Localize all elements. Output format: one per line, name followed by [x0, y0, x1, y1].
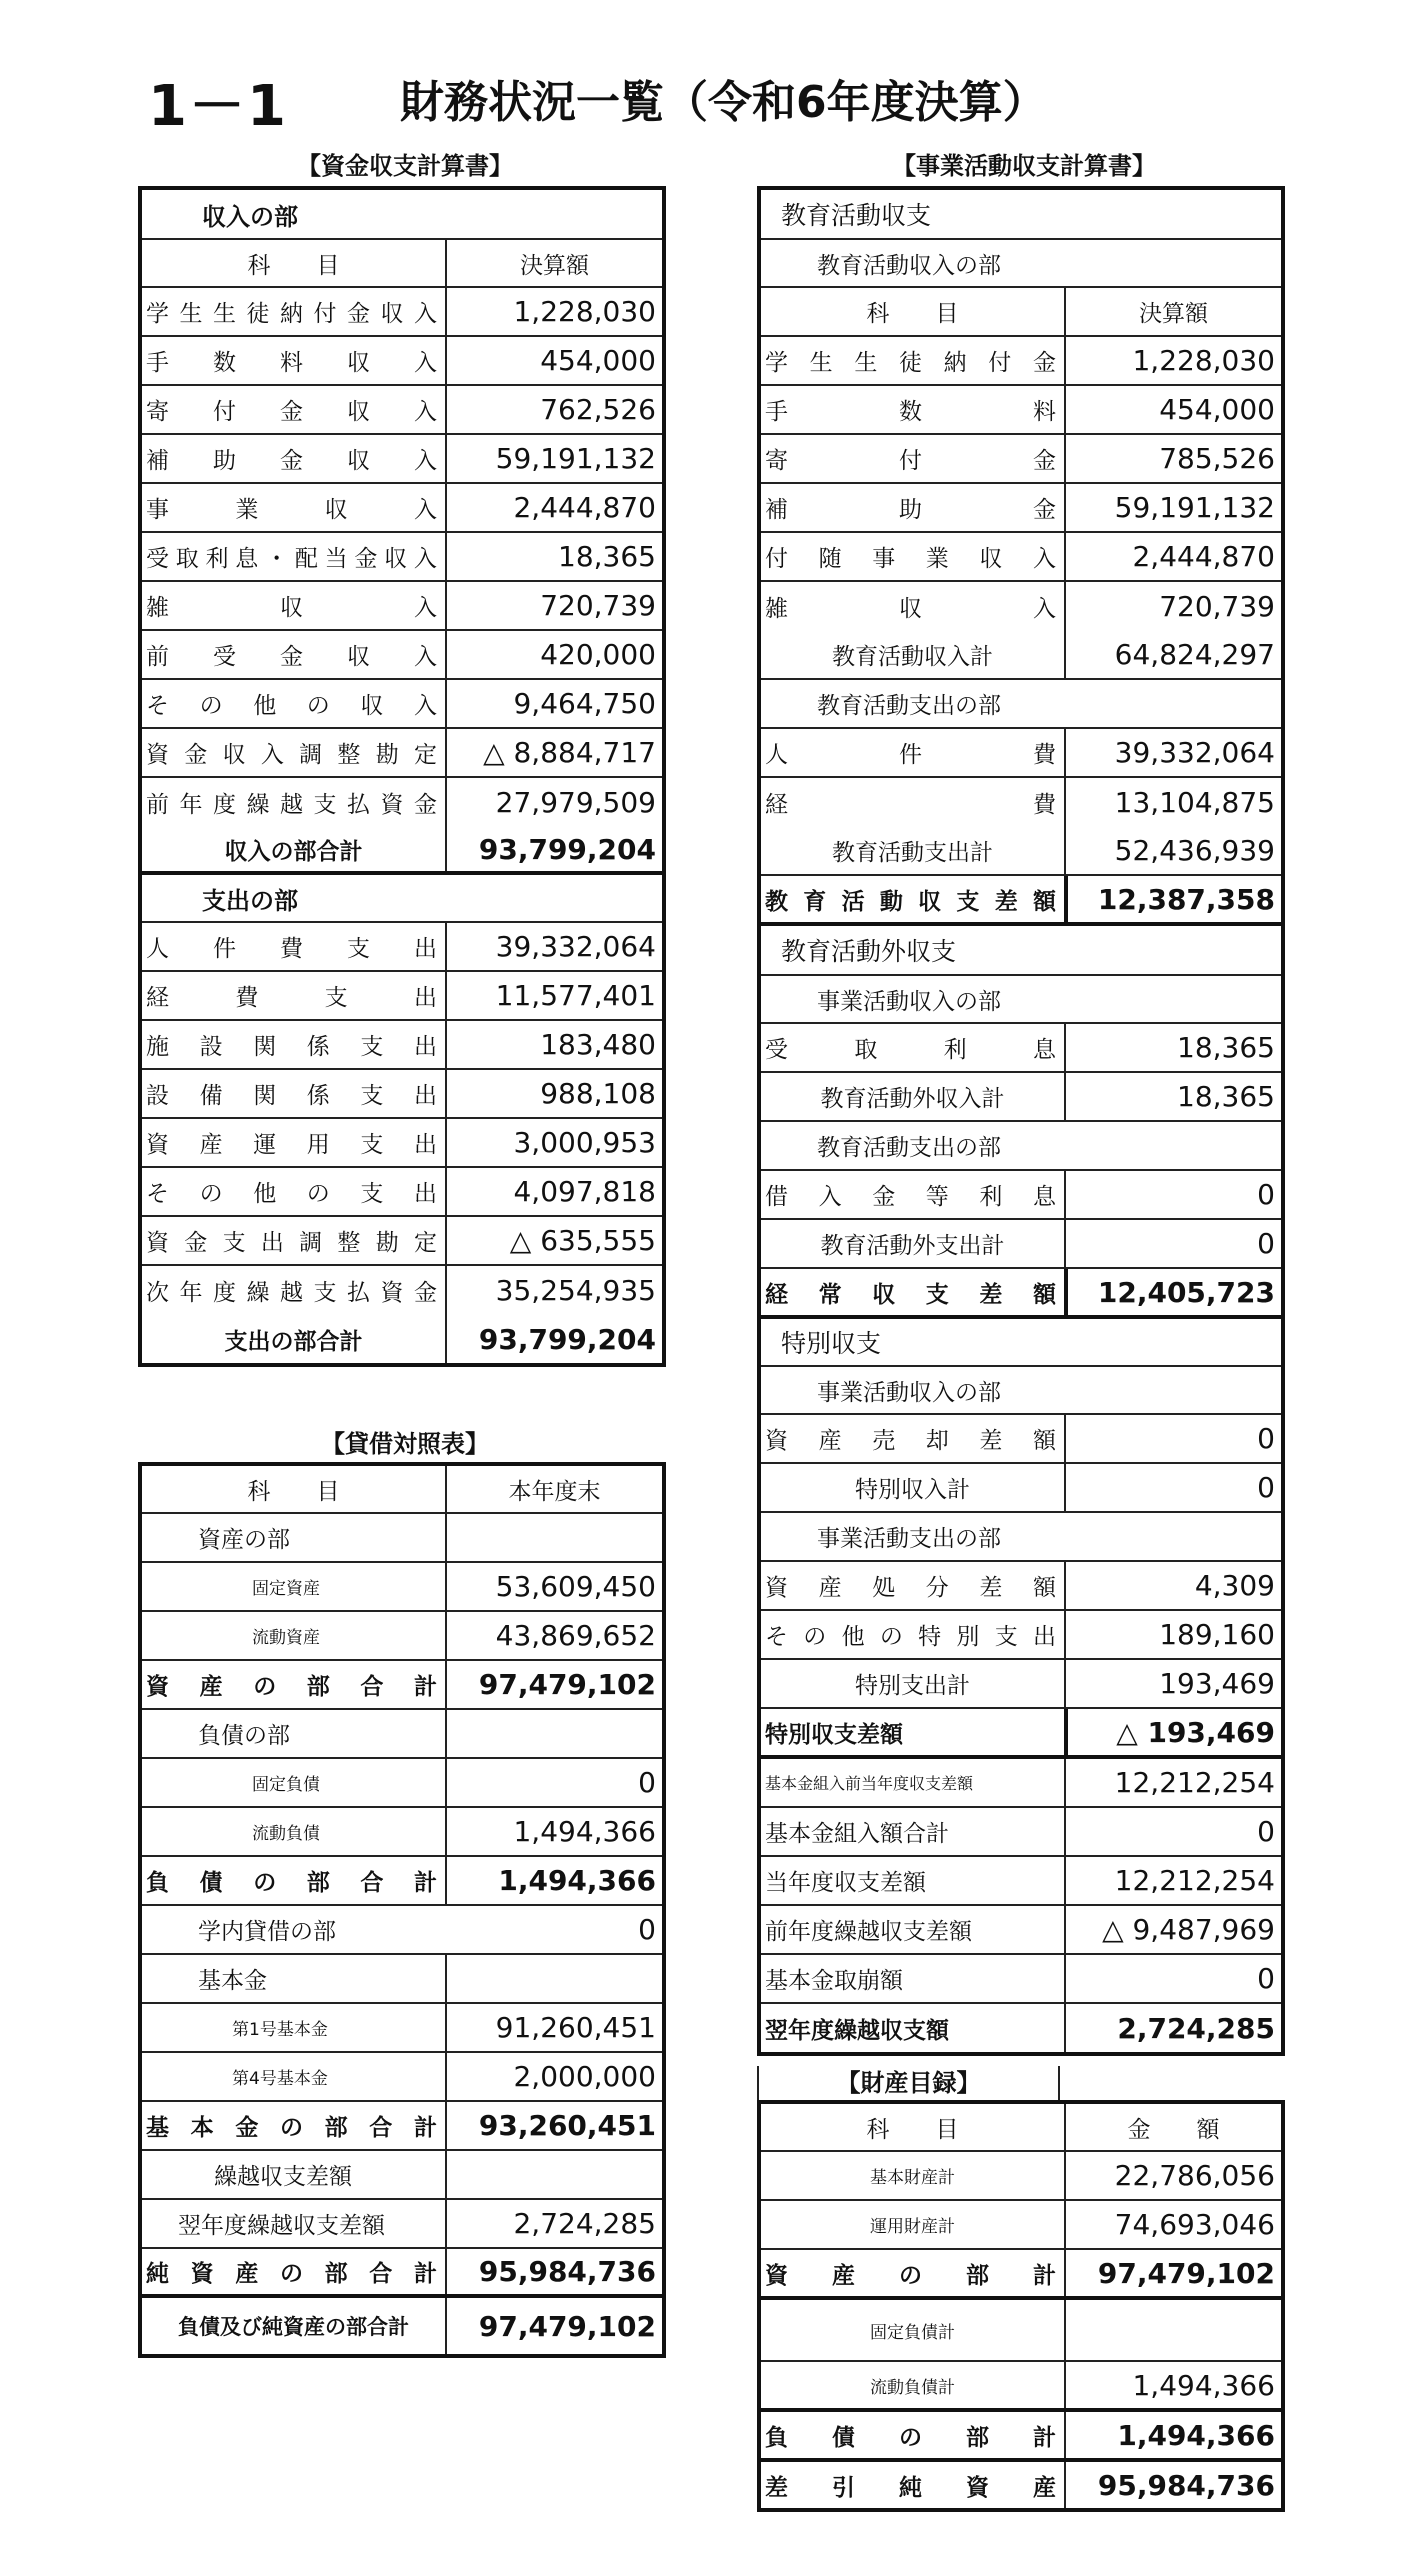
pre-kihon-label: 基本金組入前当年度収支差額 — [765, 1774, 974, 1793]
net-label: 差 引 純 資 産 — [765, 2474, 1056, 2501]
grand-total-label: 負債及び純資産の部合計 — [178, 2315, 409, 2339]
page-title: 財務状況一覧（令和6年度決算） — [400, 77, 1047, 128]
carry-label: 翌年度繰越収支差額 — [178, 2213, 385, 2239]
fixed-liab-label: 固定負債 — [252, 1775, 320, 1795]
current-liab-row — [761, 2362, 1281, 2412]
table-row — [142, 1021, 662, 1070]
table-header-row — [761, 288, 1281, 337]
balance-sheet-table — [138, 1462, 666, 2358]
table-row — [142, 680, 662, 729]
operating-value: 74,693,046 — [1064, 2201, 1281, 2248]
special-income-head-row — [761, 1367, 1281, 1415]
row-value: 2,444,870 — [445, 484, 662, 531]
edu-head-row — [761, 190, 1281, 240]
row-label: 経 費 — [765, 792, 1056, 818]
table-row — [142, 729, 662, 778]
balance-sheet-title: 【貸借対照表】 — [321, 1430, 489, 1458]
row-value: 18,365 — [445, 533, 662, 580]
interest-value: 18,365 — [1064, 1024, 1281, 1071]
liab-head-row — [142, 1710, 662, 1759]
income-head-row — [142, 190, 662, 240]
table-row — [761, 778, 1281, 827]
basic-label: 基本財産計 — [870, 2168, 955, 2188]
special-diff-row — [761, 1709, 1281, 1759]
table-row — [142, 972, 662, 1021]
asset-disposal-label: 資 産 処 分 差 額 — [765, 1575, 1056, 1601]
edu-head: 教育活動収支 — [781, 201, 932, 230]
kihon-break-value: 0 — [1064, 1955, 1281, 2002]
row-value: 27,979,509 — [445, 778, 662, 827]
activity-statement-title: 【事業活動収支計算書】 — [892, 152, 1156, 180]
table-row — [761, 729, 1281, 778]
row-value: 13,104,875 — [1064, 778, 1281, 827]
asset-head-value — [445, 1514, 662, 1561]
col-subject: 科 目 — [247, 252, 340, 279]
row-label: 補 助 金 収 入 — [146, 448, 437, 474]
grand-total-value: 97,479,102 — [445, 2298, 662, 2354]
table-row — [142, 778, 662, 827]
next-carry-row — [761, 2004, 1281, 2052]
row-value: 1,228,030 — [445, 288, 662, 335]
fixed-assets-row — [142, 1563, 662, 1612]
row-value: 720,739 — [1064, 582, 1281, 631]
asset-sale-label: 資 産 売 却 差 額 — [765, 1428, 1056, 1454]
basic-value: 22,786,056 — [1064, 2152, 1281, 2199]
col-amount: 金 額 — [1064, 2104, 1281, 2150]
liab-row — [761, 2412, 1281, 2462]
operating-row — [761, 2201, 1281, 2250]
kihon-total-label: 基本金組入額合計 — [765, 1821, 949, 1847]
row-label: 寄 付 金 — [765, 448, 1056, 474]
row-label: 前 受 金 収 入 — [146, 644, 437, 670]
fund-statement-table — [138, 186, 666, 1367]
table-row — [761, 386, 1281, 435]
nonedu-income-total-row — [761, 1073, 1281, 1122]
col-amount: 本年度末 — [445, 1466, 662, 1512]
asset-disposal-row — [761, 1562, 1281, 1611]
row-label: 事 業 収 入 — [146, 497, 437, 523]
page-number: 1－1 — [148, 74, 288, 139]
row-value: 39,332,064 — [445, 923, 662, 970]
edu-expense-head: 教育活動支出の部 — [817, 693, 1001, 719]
row-label: 人 件 費 支 出 — [146, 936, 437, 962]
nonedu-income-total-value: 18,365 — [1064, 1073, 1281, 1120]
row-value: 4,097,818 — [445, 1168, 662, 1215]
nonedu-head: 教育活動外収支 — [781, 937, 957, 966]
ordinary-label: 経 常 収 支 差 額 — [765, 1281, 1056, 1308]
table-row — [761, 484, 1281, 533]
kihon-total-row — [142, 2102, 662, 2151]
row-label: 手 数 料 — [765, 399, 1056, 425]
edu-expense-total-label: 教育活動支出計 — [832, 840, 993, 866]
pre-kihon-row — [761, 1759, 1281, 1808]
asset-value: 97,479,102 — [1064, 2250, 1281, 2296]
special-expense-total-label: 特別支出計 — [855, 1673, 970, 1699]
other-special-label: そ の 他 の 特 別 支 出 — [765, 1624, 1056, 1650]
kihon-break-row — [761, 1955, 1281, 2004]
row-value: 3,000,953 — [445, 1119, 662, 1166]
special-expense-head-row — [761, 1513, 1281, 1562]
row-value: 454,000 — [1064, 386, 1281, 433]
expense-head: 支出の部 — [202, 886, 298, 915]
edu-diff-label: 教 育 活 動 収 支 差 額 — [765, 888, 1056, 915]
ordinary-row — [761, 1269, 1281, 1319]
special-diff-value: △ 193,469 — [1064, 1709, 1281, 1755]
nonedu-expense-total-value: 0 — [1064, 1220, 1281, 1267]
row-value: 454,000 — [445, 337, 662, 384]
special-expense-total-row — [761, 1660, 1281, 1709]
row-label: 資 産 運 用 支 出 — [146, 1132, 437, 1158]
prev-carry-value: △ 9,487,969 — [1064, 1906, 1281, 1953]
current-liab-value: 1,494,366 — [445, 1808, 662, 1855]
liab-total-row — [142, 1857, 662, 1906]
row-value: 39,332,064 — [1064, 729, 1281, 776]
current-assets-label: 流動資産 — [252, 1628, 320, 1648]
row-label: 前 年 度 繰 越 支 払 資 金 — [146, 792, 437, 818]
income-total: 93,799,204 — [445, 827, 662, 871]
row-value: 11,577,401 — [445, 972, 662, 1019]
edu-income-total-row — [761, 631, 1281, 680]
row-value: 420,000 — [445, 631, 662, 678]
liab-value: 1,494,366 — [1064, 2412, 1281, 2458]
table-row — [142, 582, 662, 631]
col-subject: 科 目 — [866, 2116, 959, 2143]
table-row — [142, 1217, 662, 1266]
net-total-value: 95,984,736 — [445, 2249, 662, 2294]
row-value: 785,526 — [1064, 435, 1281, 482]
col-amount: 決算額 — [445, 240, 662, 286]
row-label: 補 助 金 — [765, 497, 1056, 523]
table-row — [142, 533, 662, 582]
loan-interest-label: 借 入 金 等 利 息 — [765, 1184, 1056, 1210]
internal-value: 0 — [638, 1913, 656, 1946]
asset-sale-row — [761, 1415, 1281, 1464]
current-assets-value: 43,869,652 — [445, 1612, 662, 1659]
table-row — [142, 288, 662, 337]
pre-kihon-value: 12,212,254 — [1064, 1759, 1281, 1806]
fixed-liab-value: 0 — [445, 1759, 662, 1806]
fixed-liab-row — [761, 2300, 1281, 2362]
asset-row — [761, 2250, 1281, 2300]
edu-income-head: 教育活動収入の部 — [817, 252, 1001, 279]
asset-total-row — [142, 1661, 662, 1710]
fixed-liab-value — [1064, 2300, 1281, 2360]
kihon1-value: 91,260,451 — [445, 2004, 662, 2051]
internal-label: 学内貸借の部 — [198, 1919, 336, 1945]
row-label: 受 取 利 息 ・ 配 当 金 収 入 — [146, 546, 437, 572]
row-label: 雑 収 入 — [765, 596, 1056, 622]
year-diff-row — [761, 1857, 1281, 1906]
net-row — [761, 2462, 1281, 2508]
current-liab-label: 流動負債計 — [870, 2377, 955, 2398]
table-row — [761, 337, 1281, 386]
year-diff-label: 当年度収支差額 — [765, 1870, 926, 1896]
special-diff-label: 特別収支差額 — [765, 1721, 903, 1748]
special-income-total-label: 特別収入計 — [855, 1477, 970, 1503]
edu-expense-total-row — [761, 827, 1281, 876]
asset-total-label: 資 産 の 部 合 計 — [146, 1674, 437, 1700]
table-row — [142, 1070, 662, 1119]
nonedu-expense-head-row — [761, 1122, 1281, 1171]
asset-total-value: 97,479,102 — [445, 1661, 662, 1708]
expense-total-row — [142, 1315, 662, 1363]
special-head-row — [761, 1319, 1281, 1367]
expense-total: 93,799,204 — [445, 1315, 662, 1363]
current-assets-row — [142, 1612, 662, 1661]
next-carry-label: 翌年度繰越収支額 — [765, 2017, 949, 2044]
row-label: 施 設 関 係 支 出 — [146, 1034, 437, 1060]
nonedu-expense-total-label: 教育活動外支出計 — [820, 1233, 1005, 1259]
liab-head-value — [445, 1710, 662, 1757]
special-income-total-value: 0 — [1064, 1464, 1281, 1511]
kihon-total-label: 基 本 金 の 部 合 計 — [146, 2115, 437, 2141]
edu-income-total-value: 64,824,297 — [1064, 631, 1281, 678]
carry-head-row — [142, 2151, 662, 2200]
row-label: 手 数 料 収 入 — [146, 350, 437, 376]
col-subject: 科 目 — [866, 301, 959, 327]
edu-expense-total-value: 52,436,939 — [1064, 827, 1281, 874]
row-label: 付 随 事 業 収 入 — [765, 546, 1056, 572]
income-total-label: 収入の部合計 — [224, 838, 363, 865]
expense-total-label: 支出の部合計 — [224, 1328, 363, 1355]
carry-head: 繰越収支差額 — [214, 2164, 352, 2190]
current-liab-label: 流動負債 — [252, 1824, 320, 1844]
edu-income-total-label: 教育活動収入計 — [832, 644, 993, 670]
table-row — [142, 484, 662, 533]
kihon4-label: 第4号基本金 — [232, 2069, 328, 2089]
asset-head: 資産の部 — [198, 1527, 290, 1553]
kihon1-label: 第1号基本金 — [232, 2020, 328, 2040]
edu-diff-value: 12,387,358 — [1064, 876, 1281, 922]
kihon4-value: 2,000,000 — [445, 2053, 662, 2100]
table-row — [761, 533, 1281, 582]
row-label: 学 生 生 徒 納 付 金 — [765, 350, 1056, 376]
special-expense-total-value: 193,469 — [1064, 1660, 1281, 1707]
table-row — [142, 631, 662, 680]
operating-label: 運用財産計 — [870, 2217, 955, 2237]
special-income-total-row — [761, 1464, 1281, 1513]
current-liab-row — [142, 1808, 662, 1857]
row-label: 経 費 支 出 — [146, 985, 437, 1011]
row-value: 1,228,030 — [1064, 337, 1281, 384]
edu-income-head-row — [761, 240, 1281, 288]
row-value: △ 8,884,717 — [445, 729, 662, 776]
table-row — [142, 923, 662, 972]
nonedu-head-row — [761, 926, 1281, 976]
row-label: 設 備 関 係 支 出 — [146, 1083, 437, 1109]
special-expense-head: 事業活動支出の部 — [817, 1526, 1001, 1552]
nonedu-expense-head: 教育活動支出の部 — [817, 1135, 1001, 1161]
table-header-row — [761, 2104, 1281, 2152]
table-row — [142, 1168, 662, 1217]
table-row — [142, 1266, 662, 1315]
asset-head-row — [142, 1514, 662, 1563]
edu-diff-row — [761, 876, 1281, 926]
row-label: 寄 付 金 収 入 — [146, 399, 437, 425]
activity-statement-table — [757, 186, 1285, 2056]
liab-label: 負 債 の 部 計 — [765, 2424, 1056, 2451]
kihon4-row — [142, 2053, 662, 2102]
carry-row — [142, 2200, 662, 2249]
net-total-row — [142, 2249, 662, 2298]
fixed-assets-label: 固定資産 — [252, 1579, 320, 1599]
kihon-head-value — [445, 1955, 662, 2002]
row-value: 762,526 — [445, 386, 662, 433]
interest-label: 受 取 利 息 — [765, 1037, 1056, 1063]
row-value: 988,108 — [445, 1070, 662, 1117]
ordinary-value: 12,405,723 — [1064, 1269, 1281, 1315]
row-label: 次 年 度 繰 越 支 払 資 金 — [146, 1280, 437, 1306]
row-label: そ の 他 の 収 入 — [146, 693, 437, 719]
row-value: 720,739 — [445, 582, 662, 629]
row-value: 183,480 — [445, 1021, 662, 1068]
carry-head-value — [445, 2151, 662, 2198]
table-row — [761, 435, 1281, 484]
property-list-title: 【財産目録】 — [757, 2066, 1060, 2100]
interest-row — [761, 1024, 1281, 1073]
basic-row — [761, 2152, 1281, 2201]
loan-interest-value: 0 — [1064, 1171, 1281, 1218]
special-head: 特別収支 — [781, 1329, 882, 1358]
col-amount: 決算額 — [1064, 288, 1281, 335]
table-header-row — [142, 240, 662, 288]
fixed-liab-label: 固定負債計 — [870, 2322, 955, 2343]
internal-row — [142, 1906, 662, 1955]
row-label: 資 金 収 入 調 整 勘 定 — [146, 742, 437, 768]
asset-label: 資 産 の 部 計 — [765, 2262, 1056, 2289]
property-list-table — [757, 2100, 1285, 2512]
row-label: そ の 他 の 支 出 — [146, 1181, 437, 1207]
edu-expense-head-row — [761, 680, 1281, 729]
carry-value: 2,724,285 — [445, 2200, 662, 2247]
kihon-break-label: 基本金取崩額 — [765, 1968, 903, 1994]
table-row — [142, 435, 662, 484]
table-header-row — [142, 1466, 662, 1514]
row-value: 35,254,935 — [445, 1266, 662, 1315]
current-liab-value: 1,494,366 — [1064, 2362, 1281, 2408]
asset-sale-value: 0 — [1064, 1415, 1281, 1462]
year-diff-value: 12,212,254 — [1064, 1857, 1281, 1904]
net-value: 95,984,736 — [1064, 2462, 1281, 2508]
special-income-head: 事業活動収入の部 — [817, 1379, 1001, 1406]
fixed-assets-value: 53,609,450 — [445, 1563, 662, 1610]
row-label: 雑 収 入 — [146, 595, 437, 621]
table-row — [142, 1119, 662, 1168]
kihon-total-value: 93,260,451 — [445, 2102, 662, 2149]
fund-statement-title: 【資金収支計算書】 — [297, 152, 513, 180]
table-row — [761, 582, 1281, 631]
table-row — [142, 386, 662, 435]
prev-carry-row — [761, 1906, 1281, 1955]
grand-total-row — [142, 2298, 662, 2354]
nonedu-income-head-row — [761, 976, 1281, 1024]
col-subject: 科 目 — [247, 1478, 340, 1505]
row-value: 59,191,132 — [445, 435, 662, 482]
kihon-total-row — [761, 1808, 1281, 1857]
loan-interest-row — [761, 1171, 1281, 1220]
next-carry-value: 2,724,285 — [1064, 2004, 1281, 2052]
net-total-label: 純 資 産 の 部 合 計 — [146, 2261, 437, 2287]
income-total-row — [142, 827, 662, 875]
expense-head-row — [142, 875, 662, 923]
other-special-value: 189,160 — [1064, 1611, 1281, 1658]
row-value: 9,464,750 — [445, 680, 662, 727]
liab-total-value: 1,494,366 — [445, 1857, 662, 1904]
kihon-total-value: 0 — [1064, 1808, 1281, 1855]
nonedu-income-total-label: 教育活動外収入計 — [820, 1086, 1005, 1112]
kihon-head: 基本金 — [198, 1968, 267, 1994]
asset-disposal-value: 4,309 — [1064, 1562, 1281, 1609]
income-head: 収入の部 — [202, 202, 298, 231]
kihon1-row — [142, 2004, 662, 2053]
row-value: 59,191,132 — [1064, 484, 1281, 531]
liab-total-label: 負 債 の 部 合 計 — [146, 1870, 437, 1896]
row-value: 2,444,870 — [1064, 533, 1281, 580]
prev-carry-label: 前年度繰越収支差額 — [765, 1919, 972, 1945]
liab-head: 負債の部 — [198, 1723, 290, 1749]
other-special-row — [761, 1611, 1281, 1660]
row-value: △ 635,555 — [445, 1217, 662, 1264]
table-row — [142, 337, 662, 386]
nonedu-expense-total-row — [761, 1220, 1281, 1269]
row-label: 人 件 費 — [765, 742, 1056, 768]
row-label: 資 金 支 出 調 整 勘 定 — [146, 1230, 437, 1256]
fixed-liab-row — [142, 1759, 662, 1808]
nonedu-income-head: 事業活動収入の部 — [817, 988, 1001, 1015]
kihon-head-row — [142, 1955, 662, 2004]
row-label: 学 生 生 徒 納 付 金 収 入 — [146, 301, 437, 327]
